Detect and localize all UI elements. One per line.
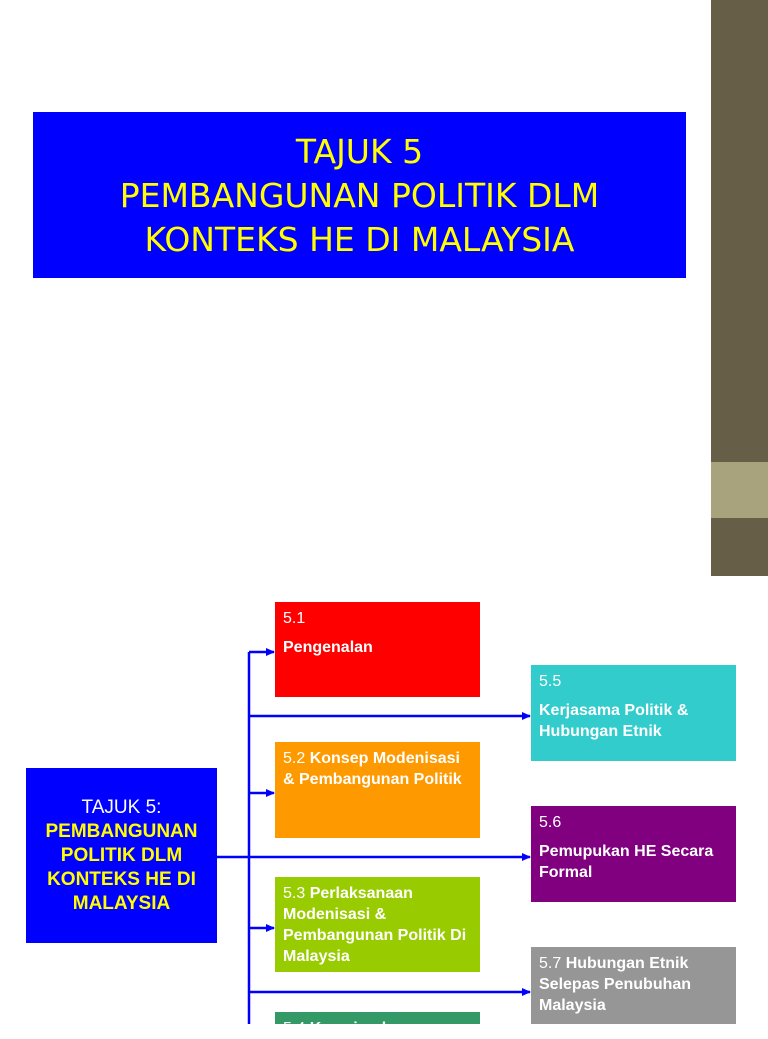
subtopic-label: Pengenalan: [283, 639, 373, 656]
subtopic-number: 5.2: [283, 750, 306, 767]
subtopic-number: 5.6: [539, 814, 562, 831]
subtopic-label: Kemajmukan: [309, 1020, 410, 1037]
subtopic-number: 5.4: [283, 1020, 306, 1037]
subtopic-number: 5.1: [283, 610, 306, 627]
root-topic-line-3: KONTEKS HE DI: [47, 869, 196, 890]
subtopic-5-4: [275, 1012, 480, 1037]
subtopic-number: 5.3: [283, 885, 306, 902]
subtopic-label: Pemupukan HE Secara Formal: [539, 843, 714, 881]
subtopic-5-7: [531, 947, 736, 1024]
title-line-1: TAJUK 5: [295, 132, 424, 171]
subtopic-label: Konsep Modenisasi & Pembangunan Politik: [283, 750, 462, 788]
title-line-2: PEMBANGUNAN POLITIK DLM: [119, 176, 600, 215]
subtopic-5-1: [275, 602, 480, 697]
subtopic-5-6: [531, 806, 736, 902]
root-topic-number: TAJUK 5:: [81, 797, 162, 818]
subtopic-5-5: [531, 665, 736, 761]
root-topic-box: [26, 768, 217, 943]
subtopic-number: 5.5: [539, 673, 562, 690]
root-topic-line-2: POLITIK DLM: [60, 845, 183, 866]
root-topic-line-4: MALAYSIA: [72, 893, 171, 914]
subtopic-label: Hubungan Etnik Selepas Penubuhan Malaysia: [539, 955, 692, 1014]
subtopic-5-2: [275, 742, 480, 838]
subtopic-5-3: [275, 877, 480, 972]
root-topic-line-1: PEMBANGUNAN: [45, 821, 198, 842]
title-line-3: KONTEKS HE DI MALAYSIA: [144, 220, 575, 259]
subtopic-label: Perlaksanaan Modenisasi & Pembangunan Politik Di Malaysia: [283, 885, 467, 965]
subtopic-number: 5.7: [539, 955, 562, 972]
subtopic-label: Kerjasama Politik & Hubungan Etnik: [539, 702, 689, 740]
